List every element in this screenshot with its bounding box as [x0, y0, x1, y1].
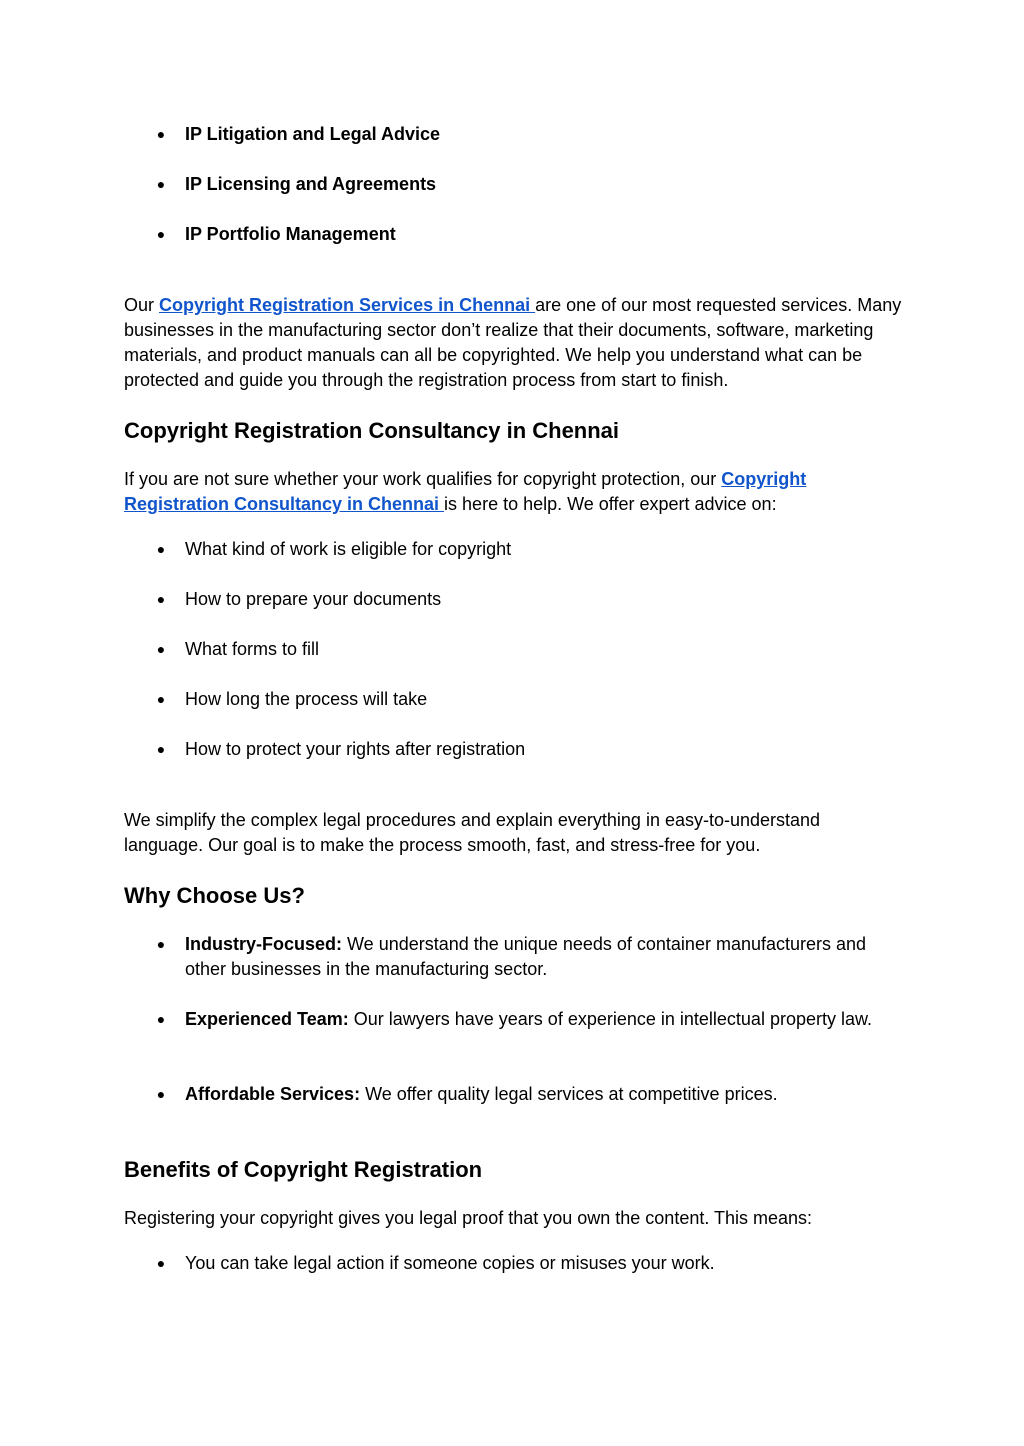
list-item: [185, 1007, 885, 1032]
list-item: [185, 932, 885, 982]
bullet-icon: ●: [156, 1086, 166, 1102]
item-text: We understand the unique needs of container manufacturers and other businesses in the manufacturing sector.: [185, 934, 867, 979]
consultancy-link[interactable]: Copyright Registration Consultancy in Chennai: [124, 469, 807, 514]
item-label: Experienced Team:: [185, 1009, 349, 1029]
list-item: How to protect your rights after registration: [185, 739, 526, 759]
list-item: You can take legal action if someone copies or misuses your work.: [185, 1253, 715, 1273]
item-text: We offer quality legal services at competitive prices.: [360, 1084, 778, 1104]
section-heading-consultancy: Copyright Registration Consultancy in Chennai: [124, 418, 620, 443]
list-item: How long the process will take: [185, 689, 428, 709]
intro-text-after: are one of our most requested services. Many businesses in the manufacturing sector don’t realize that their documents, software, marketing materials, and product manuals can all be copyrighted. We help you understand what can be protected and guide you through the registration process from start to finish.: [124, 295, 902, 390]
bullet-icon: ●: [156, 691, 166, 707]
consultancy-text-before: If you are not sure whether your work qualifies for copyright protection, our: [124, 469, 722, 489]
intro-paragraph: [124, 293, 904, 393]
list-item: IP Licensing and Agreements: [185, 174, 437, 194]
section-heading-why-choose-us: Why Choose Us?: [124, 883, 305, 908]
consultancy-text-after: is here to help. We offer expert advice on:: [444, 494, 777, 514]
bullet-icon: ●: [156, 936, 166, 952]
bullet-icon: ●: [156, 541, 166, 557]
bullet-icon: ●: [156, 176, 166, 192]
bullet-icon: ●: [156, 741, 166, 757]
section-heading-benefits: Benefits of Copyright Registration: [124, 1157, 483, 1182]
intro-text-before: Our: [124, 295, 160, 315]
copyright-services-link[interactable]: Copyright Registration Services in Chennai: [159, 295, 536, 315]
closing-paragraph: We simplify the complex legal procedures and explain everything in easy-to-understand language. Our goal is to make the process smooth, fast, and stress-free for you.: [124, 810, 821, 855]
list-item: What kind of work is eligible for copyright: [185, 539, 512, 559]
bullet-icon: ●: [156, 226, 166, 242]
bullet-icon: ●: [156, 641, 166, 657]
benefits-intro: Registering your copyright gives you legal proof that you own the content. This means:: [124, 1208, 813, 1228]
bullet-icon: ●: [156, 1011, 166, 1027]
bullet-icon: ●: [156, 126, 166, 142]
bullet-icon: ●: [156, 591, 166, 607]
item-label: Affordable Services:: [185, 1084, 361, 1104]
item-text: Our lawyers have years of experience in intellectual property law.: [348, 1009, 872, 1029]
consultancy-paragraph: [124, 467, 904, 517]
list-item: How to prepare your documents: [185, 589, 442, 609]
bullet-icon: ●: [156, 1255, 166, 1271]
item-label: Industry-Focused:: [185, 934, 343, 954]
list-item: What forms to fill: [185, 639, 320, 659]
list-item: IP Litigation and Legal Advice: [185, 124, 441, 144]
list-item: IP Portfolio Management: [185, 224, 396, 244]
list-item: [185, 1082, 885, 1107]
